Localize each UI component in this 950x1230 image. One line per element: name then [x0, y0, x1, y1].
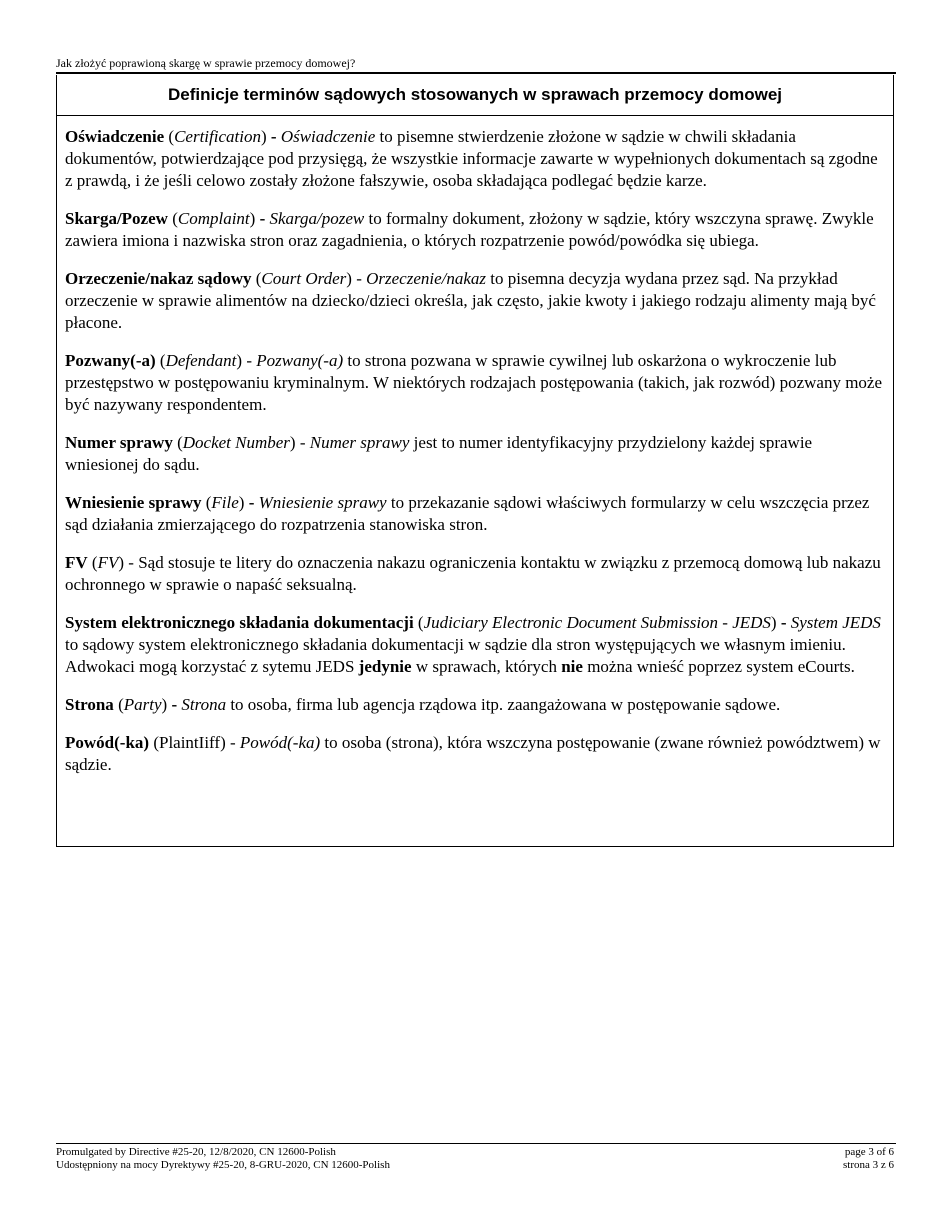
definition-file: Wniesienie sprawy (File) - Wniesienie sprawy to przekazanie sądowi właściwych formularzy w celu wszczęcia przez sąd działania zmierzającego do rozpatrzenia stanowiska stron. [65, 493, 870, 534]
dash: - [248, 493, 255, 512]
definition-text: to osoba, firma lub agencja rządowa itp. zaangażowana w postępowanie sądowe. [230, 695, 781, 714]
dash: - [128, 553, 134, 572]
term: Strona [65, 695, 114, 714]
page-number-en: page 3 of 6 [844, 1146, 894, 1158]
definition-court-order: Orzeczenie/nakaz sądowy (Court Order) - Orzeczenie/nakaz to pisemna decyzja wydana przez sąd. Na przykład orzeczenie w sprawie alimentów na dziecko/dzieci określa, jak często, jakie kwoty i jakiego rodzaju alimenty mają być płacone. [65, 269, 876, 332]
dash: - [780, 613, 787, 632]
term-lead: Oświadczenie [280, 127, 376, 146]
term-lead: Strona [181, 695, 227, 714]
definition-docket-number: Numer sprawy (Docket Number) - Numer sprawy jest to numer identyfikacyjny przydzielony każdej sprawie wniesionej do sądu. [65, 433, 813, 474]
term-lead: Numer sprawy [309, 433, 410, 452]
term: Wniesienie sprawy [65, 493, 202, 512]
definition-text: to strona pozwana w sprawie cywilnej lub oskarżona o wykroczenie lub przestępstwo w postępowaniu kryminalnym. W niektórych rodzajach postępowania (takich, jak rozwód) pozwany może być nazywany respondentem. [65, 351, 883, 414]
definition-certification: Oświadczenie (Certification) - Oświadczenie to pisemne stwierdzenie złożone w sądzie w chwili składania dokumentów, potwierdzające pod przysięgą, że wszystkie informacje zawarte w wypełnionych dokumentach są zgodne z prawdą, i że jeśli celowo zostały złożone fałszywie, osoba składająca podlegać będzie karze. [65, 127, 878, 190]
term: Skarga/Pozew [65, 209, 168, 228]
dash: - [259, 209, 266, 228]
term-english: FV [97, 553, 119, 572]
footer-promulgated-en: Promulgated by Directive #25-20, 12/8/2020, CN 12600-Polish [56, 1146, 336, 1158]
footer-promulgated-pl: Udostępniony na mocy Dyrektywy #25-20, 8-GRU-2020, CN 12600-Polish [56, 1159, 390, 1171]
term-english: Party [123, 695, 162, 714]
term: Numer sprawy [65, 433, 173, 452]
running-header: Jak złożyć poprawioną skargę w sprawie przemocy domowej? [56, 56, 356, 70]
term-english: Defendant [165, 351, 237, 370]
definition-text: to formalny dokument, złożony w sądzie, który wszczyna sprawę. Zwykle zawiera imiona i nazwiska stron oraz zagadnienia, o których rozpatrzenie powód/powódka się ubiega. [65, 209, 874, 250]
term-english: Court Order [261, 269, 347, 288]
definition-text: Sąd stosuje te litery do oznaczenia nakazu ograniczenia kontaktu w związku z przemocą domową lub nakazu ochronnego w sprawie o napaść seksualną. [65, 553, 881, 594]
term: Orzeczenie/nakaz sądowy [65, 269, 252, 288]
term-lead: Pozwany(-a) [256, 351, 344, 370]
term-english: Certification [174, 127, 261, 146]
term-english: Docket Number [182, 433, 290, 452]
dash: - [246, 351, 252, 370]
footer-left [56, 1146, 390, 1172]
term-english: PlaintIiff [158, 733, 221, 752]
definition-jeds: System elektronicznego składania dokumentacji (Judiciary Electronic Document Submission - JEDS) - System JEDS to sądowy system elektronicznego składania dokumentacji w sądzie dla stron występujących we własnym imieniu. Adwokaci mogą korzystać z sytemu JEDS jedynie w sprawach, których nie można wnieść poprzez system eCourts. [65, 613, 881, 676]
term-lead: Powód(-ka) [239, 733, 321, 752]
dash: - [356, 269, 362, 288]
definition-text: jest to numer identyfikacyjny przydzielony każdej sprawie wniesionej do sądu. [65, 433, 813, 474]
header-rule [56, 72, 896, 74]
term-english: Judiciary Electronic Document Submission - JEDS [423, 613, 771, 632]
definition-text: to pisemna decyzja wydana przez sąd. Na przykład orzeczenie w sprawie alimentów na dziecko/dzieci określa, jak często, jakie kwoty i jakiego rodzaju alimenty mają być płacone. [65, 269, 876, 332]
term-lead: Skarga/pozew [269, 209, 365, 228]
definition-complaint: Skarga/Pozew (Complaint) - Skarga/pozew to formalny dokument, złożony w sądzie, który wszczyna sprawę. Zwykle zawiera imiona i nazwiska stron oraz zagadnienia, o których rozpatrzenie powód/powódka się ubiega. [65, 209, 874, 250]
footer-rule [56, 1143, 896, 1144]
definition-plaintiff: Powód(-ka) (PlaintIiff) - Powód(-ka) to osoba (strona), która wszczyna postępowanie (zwane również powództwem) w sądzie. [65, 733, 881, 774]
definition-text: to przekazanie sądowi właściwych formularzy w celu wszczęcia przez sąd działania zmierzającego do rozpatrzenia stanowiska stron. [65, 493, 870, 534]
footer-right [843, 1146, 894, 1172]
definition-text: można wnieść poprzez system eCourts. [587, 657, 855, 676]
definition-text: to sądowy system elektronicznego składania dokumentacji w sądzie dla stron występujących we własnym imieniu. Adwokaci mogą korzystać z sytemu JEDS [65, 635, 846, 676]
definition-text: to osoba (strona), która wszczyna postępowanie (zwane również powództwem) w sądzie. [65, 733, 881, 774]
term-lead: System JEDS [790, 613, 881, 632]
dash: - [229, 733, 236, 752]
dash: - [270, 127, 277, 146]
definition-text: w sprawach, których [415, 657, 557, 676]
definitions-list [57, 116, 893, 776]
term-lead: Wniesienie sprawy [258, 493, 387, 512]
page-number-pl: strona 3 z 6 [842, 1159, 894, 1171]
term: Powód(-ka) [65, 733, 150, 752]
definition-defendant: Pozwany(-a) (Defendant) - Pozwany(-a) to strona pozwana w sprawie cywilnej lub oskarżona o wykroczenie lub przestępstwo w postępowaniu kryminalnym. W niektórych rodzajach postępowania (takich, jak rozwód) pozwany może być nazywany respondentem. [65, 351, 883, 414]
definition-text: to pisemne stwierdzenie złożone w sądzie w chwili składania dokumentów, potwierdzające pod przysięgą, że wszystkie informacje zawarte w wypełnionych dokumentach są zgodne z prawdą, i że jeśli celowo zostały złożone fałszywie, osoba składająca podlegać będzie karze. [65, 127, 878, 190]
emphasis-nie: nie [561, 657, 583, 676]
emphasis-jedynie: jedynie [358, 657, 412, 676]
definitions-box [56, 75, 894, 847]
box-title: Definicje terminów sądowych stosowanych w sprawach przemocy domowej [57, 75, 893, 116]
definition-party: Strona (Party) - Strona to osoba, firma lub agencja rządowa itp. zaangażowana w postępowanie sądowe. [65, 695, 781, 714]
term: Oświadczenie [65, 127, 165, 146]
term-english: File [211, 493, 239, 512]
term-lead: Orzeczenie/nakaz [366, 269, 487, 288]
term-english: Complaint [177, 209, 250, 228]
dash: - [299, 433, 306, 452]
dash: - [171, 695, 178, 714]
term: System elektronicznego składania dokumentacji [65, 613, 414, 632]
term: FV [65, 553, 88, 572]
definition-fv: FV (FV) - Sąd stosuje te litery do oznaczenia nakazu ograniczenia kontaktu w związku z przemocą domową lub nakazu ochronnego w sprawie o napaść seksualną. [65, 553, 881, 594]
term: Pozwany(-a) [65, 351, 156, 370]
